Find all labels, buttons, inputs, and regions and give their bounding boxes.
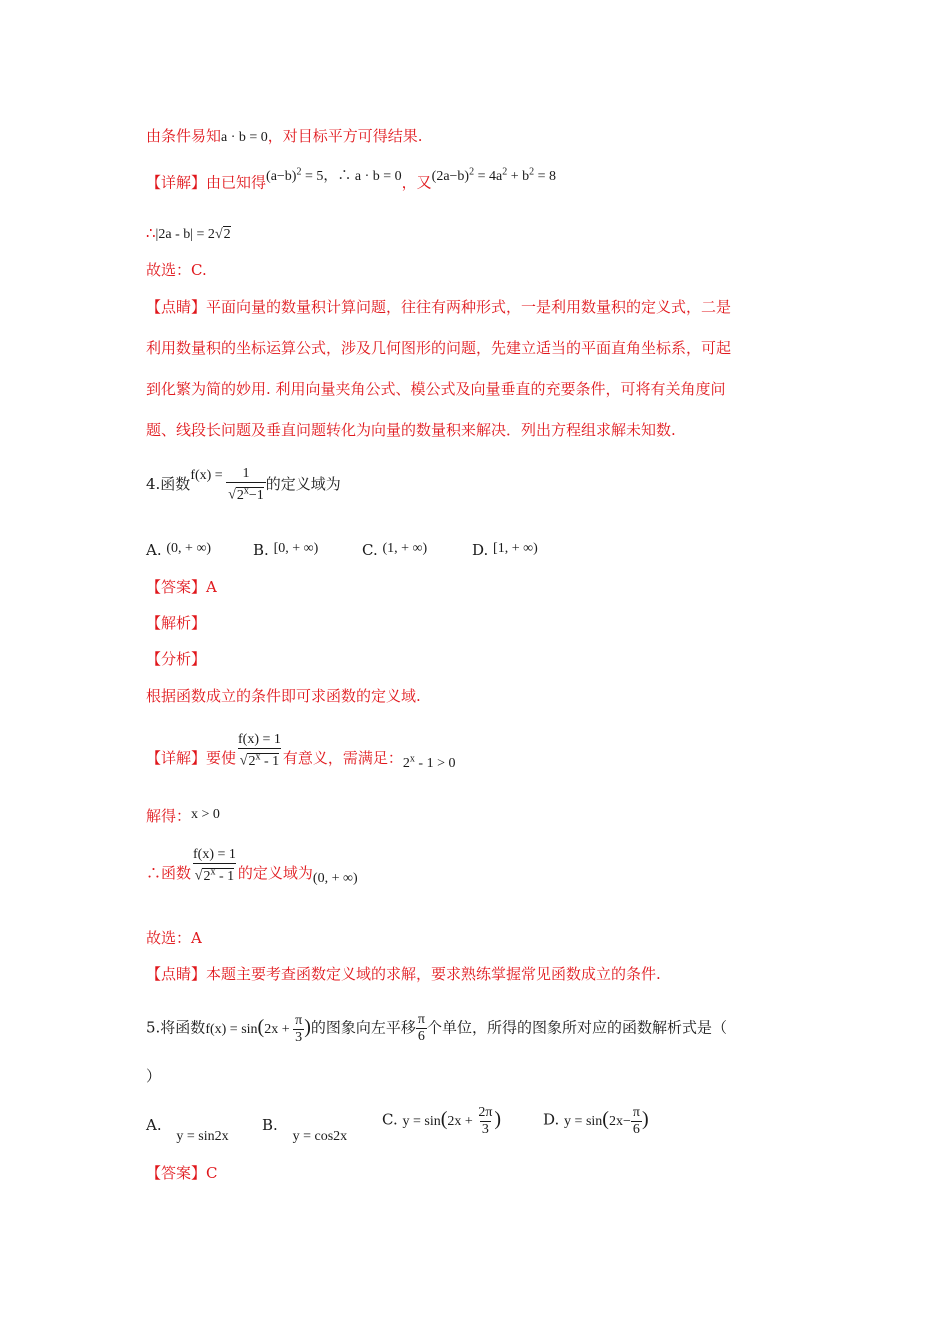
vector-eq-2a: = 4a — [474, 168, 503, 184]
q5-shift-denominator: 6 — [417, 1029, 425, 1044]
note-para-2: 利用数量积的坐标运算公式，涉及几何图形的问题，先建立适当的平面直角坐标系，可起 — [146, 339, 732, 357]
vector-eq-2b: + b — [507, 168, 530, 184]
option-5c-num: 2π — [478, 1105, 493, 1120]
option-5d: D. y = sin(2x− $\frac{\pi}{6}$ ) — [543, 1105, 649, 1137]
vector-eq: = 5，∴ a · b = 0 — [301, 168, 402, 184]
therefore-function — [146, 847, 358, 893]
note-para-3: 到化繁为简的妙用. 利用向量夹角公式、模公式及向量垂直的充要条件，可将有关角度问 — [146, 380, 726, 398]
choice-line: 故选：C. — [146, 261, 207, 279]
fraction: $\frac{1}{√2^x-1}$ — [228, 466, 264, 503]
option-5d-den: 6 — [632, 1122, 640, 1137]
question-4 — [146, 466, 341, 504]
analysis-heading: 【解析】 — [146, 614, 207, 632]
option-5a — [146, 1115, 229, 1144]
condition-tail: - 1 > 0 — [414, 755, 456, 771]
question-4-suffix: 的定义域为 — [265, 474, 341, 493]
note-para-1: 【点睛】平面向量的数量积计算问题，往往有两种形式，一是利用数量积的定义式，二是 — [146, 298, 732, 316]
therefore-fraction-exp: x — [210, 866, 216, 877]
q5-function: f(x) = sin — [205, 1021, 258, 1037]
detail-q4 — [146, 732, 456, 778]
breakdown-text: 根据函数成立的条件即可求函数的定义域. — [146, 687, 421, 705]
detail-function-label: f(x) = — [238, 732, 274, 747]
fraction-numerator: 1 — [242, 466, 250, 481]
option-5d-inner: 2x− — [608, 1113, 631, 1129]
q5-shift-pi: π — [417, 1012, 425, 1027]
therefore-symbol: ∴ — [146, 224, 156, 242]
hint-line — [146, 126, 423, 148]
hint-text: 由条件易知 — [146, 127, 222, 145]
q5-inner: 2x + — [264, 1021, 294, 1037]
function-label: f(x) = — [190, 467, 227, 483]
option-5b-value: y = cos2x — [292, 1129, 348, 1144]
option-d — [472, 540, 538, 562]
option-5a-label: A. — [146, 1116, 162, 1134]
option-c-value: (1, + ∞) — [382, 541, 428, 556]
detail-fraction-numerator: 1 — [273, 732, 281, 747]
vector-diff: (a−b) — [266, 168, 297, 184]
option-5c-den: 3 — [481, 1122, 489, 1137]
option-5c-inner: 2x + — [447, 1113, 477, 1129]
question-5-close: ） — [146, 1067, 162, 1085]
detail-fraction-base: 2 — [248, 753, 256, 769]
answer-4: 【答案】A — [146, 578, 217, 596]
therefore-fraction-numerator: 1 — [228, 847, 236, 862]
solve-result: x > 0 — [191, 807, 220, 822]
detail-fraction-exp: x — [255, 751, 261, 762]
option-c — [362, 540, 427, 562]
detail-fraction: $\frac{f(x) = 1}{√2^x - 1}$ — [238, 732, 281, 769]
answer-5: 【答案】C — [146, 1164, 218, 1182]
option-5d-pre: y = sin — [564, 1113, 603, 1129]
therefore-function-answer: (0, + ∞) — [312, 870, 358, 886]
detail-text: 由已知得 — [206, 173, 267, 192]
question-5-mid: 的图象向左平移 — [310, 1018, 416, 1037]
vector-eq-2c: = 8 — [534, 168, 557, 184]
therefore-fraction-base: 2 — [203, 868, 211, 884]
detail-q4-mid: 有意义，需满足： — [282, 748, 403, 767]
sqrt-value: 2 — [223, 227, 231, 242]
fraction-tail: −1 — [248, 487, 264, 503]
option-d-label: D. — [472, 541, 489, 559]
option-5d-num: π — [632, 1105, 640, 1120]
option-a-value: (0, + ∞) — [166, 541, 212, 556]
therefore-function-label: f(x) = — [193, 847, 229, 862]
detail-fraction-tail: - 1 — [260, 753, 280, 769]
note-line-2: 【点睛】本题主要考查函数定义域的求解，要求熟练掌握常见函数成立的条件. — [146, 965, 661, 983]
option-a — [146, 540, 211, 562]
therefore-fraction: $\frac{f(x) = 1}{√2^x - 1}$ — [193, 847, 236, 884]
option-d-value: [1, + ∞) — [493, 541, 538, 556]
q5-fraction — [293, 1013, 304, 1046]
option-5b — [262, 1115, 348, 1144]
vector-diff-2: (2a−b) — [431, 168, 470, 184]
option-5b-label: B. — [262, 1116, 278, 1134]
question-5: 5.将函数f(x) = sin(2x + $\frac{\pi}{3}$ )的图象向左平移 $\frac{\pi}{6}$ 个单位，所得的图象所对应的函数解析式是（ — [146, 1012, 727, 1045]
q5-shift — [416, 1012, 427, 1045]
therefore-line: ∴|2a - b| = 2√2 — [146, 224, 231, 242]
option-b-label: B. — [253, 541, 269, 559]
therefore-function-mid: 的定义域为 — [237, 863, 313, 882]
detail-tag: 【详解】 — [146, 173, 207, 192]
therefore-fraction-tail: - 1 — [215, 868, 235, 884]
question-4-prefix: 4.函数 — [146, 474, 191, 493]
detail-line-1: 【详解】由已知得$(a-b)^2 = 5$，∴ a · b = 0，又$(2a-b)^2 = 4a^2 + b^2 = 8$ — [146, 166, 557, 192]
q5-pi: π — [295, 1012, 303, 1028]
therefore-function-prefix: ∴函数 — [146, 863, 192, 882]
condition-exp: x — [409, 753, 415, 765]
option-b — [253, 540, 318, 562]
breakdown-heading: 【分析】 — [146, 650, 207, 668]
solve-label: 解得： — [146, 807, 192, 825]
question-5-prefix: 5.将函数 — [146, 1018, 206, 1037]
option-5d-fraction — [631, 1105, 642, 1138]
solve-line — [146, 806, 220, 828]
option-5a-value: y = sin2x — [176, 1129, 229, 1144]
detail-q4-tag: 【详解】要使 — [146, 748, 237, 767]
option-5c-fraction — [476, 1105, 494, 1138]
q5-denominator: 3 — [295, 1029, 303, 1045]
fraction-exp: x — [243, 485, 249, 496]
dot-product-formula: a · b = 0 — [221, 130, 268, 145]
option-5c-label: C. — [382, 1110, 398, 1129]
option-5d-label: D. — [543, 1110, 560, 1129]
hint-tail: ，对目标平方可得结果. — [267, 127, 423, 145]
option-b-value: [0, + ∞) — [273, 541, 319, 556]
detail-mid: ，又 — [401, 173, 432, 192]
choice-line-2: 故选：A — [146, 929, 202, 947]
fraction-base: 2 — [236, 487, 244, 503]
option-a-label: A. — [146, 541, 162, 559]
question-5-suffix: 个单位，所得的图象所对应的函数解析式是（ — [426, 1018, 727, 1037]
option-5c: C. y = sin(2x + $\frac{2\pi}{3}$ ) — [382, 1105, 502, 1137]
note-para-4: 题、线段长问题及垂直问题转化为向量的数量积来解决．列出方程组求解未知数. — [146, 421, 676, 439]
option-c-label: C. — [362, 541, 378, 559]
option-5c-pre: y = sin — [402, 1113, 441, 1129]
condition-base: 2 — [402, 755, 410, 771]
magnitude-formula: |2a - b| = 2 — [155, 227, 215, 242]
